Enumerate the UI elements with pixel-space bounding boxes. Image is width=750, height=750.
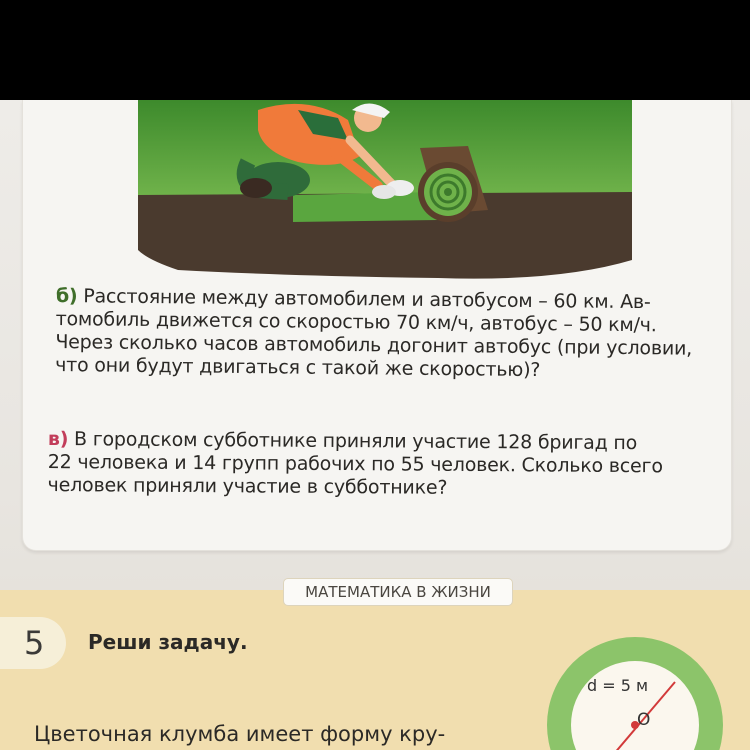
task-b-text xyxy=(55,285,746,384)
task-b-marker: б) xyxy=(55,285,78,308)
diameter-label: d = 5 м xyxy=(587,676,649,695)
section-tag: МАТЕМАТИКА В ЖИЗНИ xyxy=(283,578,513,606)
task-c-line-1: В городском субботнике приняли участие 128 бригад по xyxy=(68,428,638,455)
top-black-bar xyxy=(0,0,750,100)
task-heading: Реши задачу. xyxy=(88,630,248,654)
center-label: O xyxy=(637,710,651,730)
task-5-text-start: Цветочная клумба имеет форму кру- xyxy=(34,722,446,746)
task-c-line-2: 22 человека и 14 групп рабочих по 55 человек. Сколько всего xyxy=(47,450,663,478)
task-c-line-3: человек приняли участие в субботнике? xyxy=(47,473,448,499)
task-c-marker: в) xyxy=(47,428,69,451)
turf-strip xyxy=(293,192,438,222)
task-b-line-3: Через сколько часов автомобиль догонит автобус (при условии, xyxy=(55,330,693,360)
task-number: 5 xyxy=(24,624,45,662)
task-b-line-4: что они будут двигаться с такой же скоростью)? xyxy=(55,353,541,382)
task-b-line-2: томобиль движется со скоростью 70 км/ч, автобус – 50 км/ч. xyxy=(55,307,657,337)
lawn-illustration xyxy=(138,100,632,280)
task-c-text xyxy=(48,428,738,502)
task-b-line-1: Расстояние между автомобилем и автобусом – 60 км. Ав- xyxy=(77,285,651,314)
